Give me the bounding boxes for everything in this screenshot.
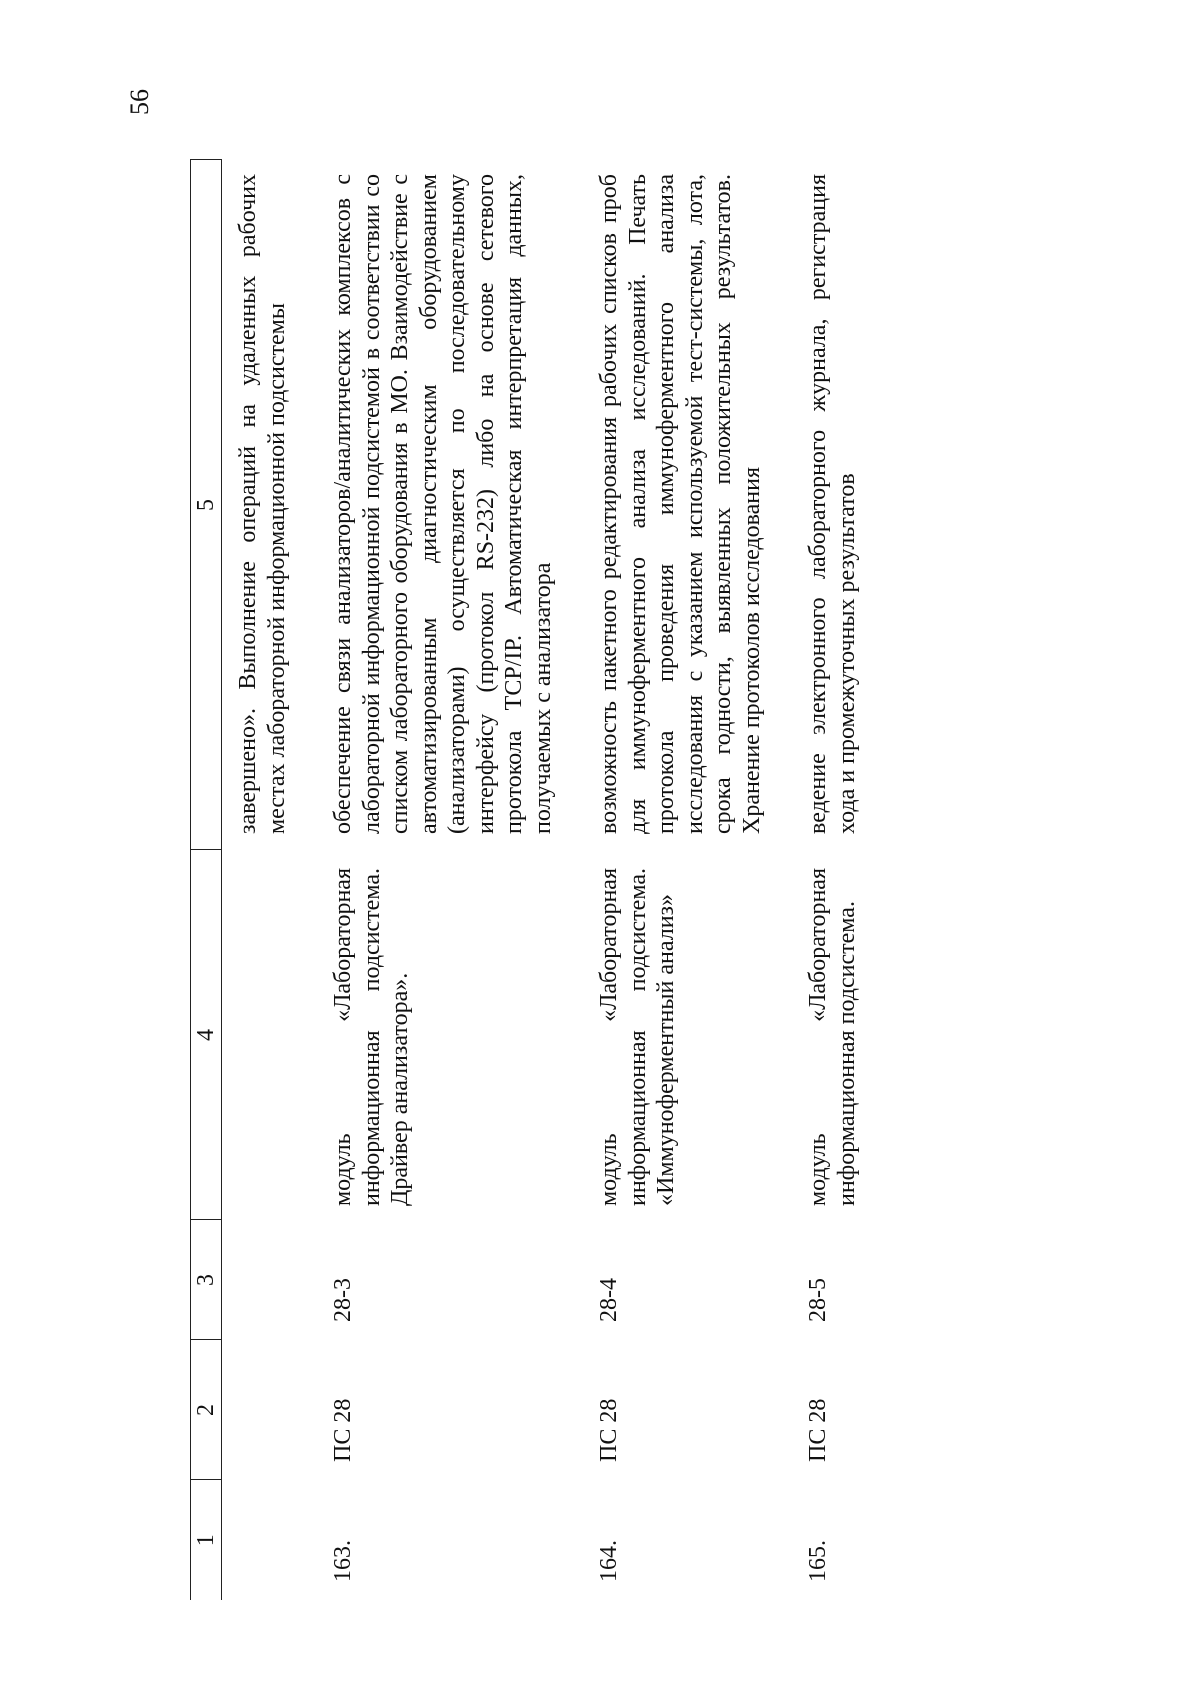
row-number: 165.	[805, 1540, 831, 1582]
row-number	[222, 1480, 312, 1600]
module-name: модуль «Лабораторная информационная подсистема.	[805, 868, 860, 1206]
row-number: 164.	[596, 1540, 622, 1582]
table-row-164	[577, 160, 786, 1600]
document-sheet	[190, 160, 1070, 1600]
column-header-4: 4	[191, 850, 222, 1220]
function-description: ведение электронного лабораторного журнала, регистрация хода и промежуточных результатов	[805, 174, 860, 834]
function-code: 28-5	[805, 1278, 831, 1322]
column-number-row	[191, 160, 222, 1600]
function-description: обеспечение связи анализаторов/аналитических комплексов с лабораторной информационной подсистемой в соответствии со списком лабораторного оборудования в МО. Взаимодействие с автоматизированным диагностическим оборудованием (анализаторами) осуществляется по последовательному интерфейсу (протокол RS-232) либо на основе сетевого протокола TCP/IP. Автоматическая интерпретация данных, получаемых с анализатора	[330, 174, 556, 834]
subsystem-code	[222, 1340, 312, 1480]
column-header-2: 2	[191, 1340, 222, 1480]
subsystem-code: ПС 28	[596, 1398, 622, 1462]
subsystem-code: ПС 28	[330, 1398, 356, 1462]
column-header-5: 5	[191, 160, 222, 850]
module-name: модуль «Лабораторная информационная подсистема. «Иммуноферментный анализ»	[596, 868, 679, 1206]
subsystem-code: ПС 28	[805, 1398, 831, 1462]
column-header-3: 3	[191, 1220, 222, 1340]
module-name	[222, 850, 312, 1220]
function-description: завершено». Выполнение операций на удаленных рабочих местах лабораторной информационной подсистемы	[235, 174, 290, 834]
function-code	[222, 1220, 312, 1340]
table-row-continuation	[222, 160, 312, 1600]
table-row-165	[786, 160, 881, 1600]
table-row-163	[311, 160, 577, 1600]
requirements-table	[190, 160, 881, 1601]
module-name: модуль «Лабораторная информационная подсистема. Драйвер анализатора».	[330, 868, 413, 1206]
column-header-1: 1	[191, 1480, 222, 1600]
page-number: 56	[125, 89, 154, 115]
function-code: 28-3	[330, 1278, 356, 1322]
function-description: возможность пакетного редактирования рабочих списков проб для иммуноферментного анализа исследований. Печать протокола проведения иммуноферментного анализа исследования с указанием используемой тест-системы, лота, срока годности, выявленных положительных результатов. Хранение протоколов исследования	[596, 174, 765, 834]
row-number: 163.	[330, 1540, 356, 1582]
function-code: 28-4	[596, 1278, 622, 1322]
